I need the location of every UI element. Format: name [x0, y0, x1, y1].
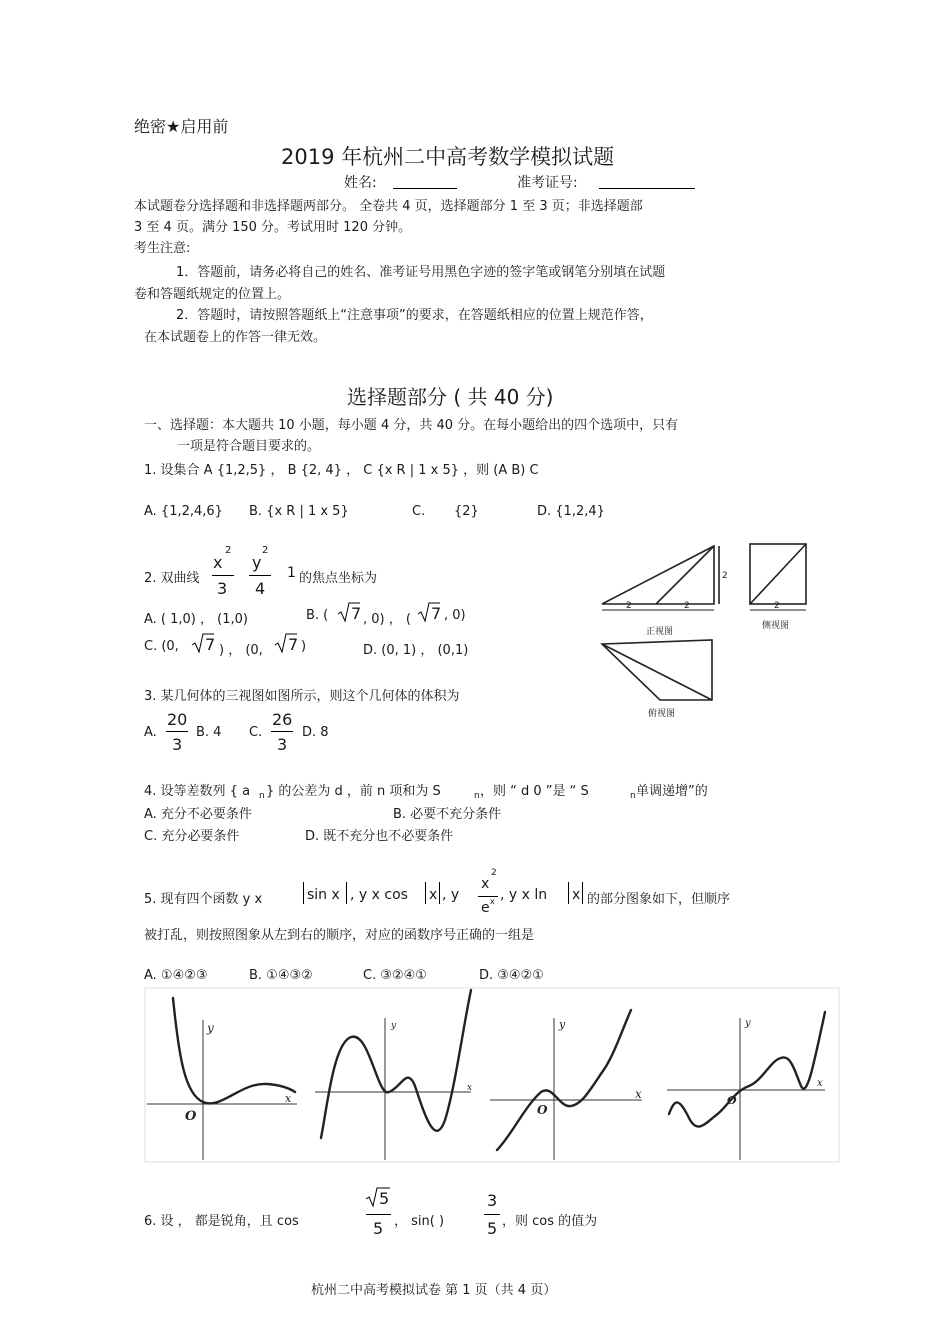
q2-b-part5: , 0)	[444, 608, 466, 623]
q3-c-bar	[271, 731, 293, 732]
q5-option-d[interactable]: D. ③④②①	[479, 968, 544, 983]
side-dim: 2	[774, 601, 780, 611]
q2-c-part5: )	[301, 639, 307, 654]
graph-1-curve	[173, 998, 295, 1103]
q4-stem-2: } 的公差为 d ，前 n 项和为 S	[266, 784, 441, 799]
exam-title: 2019 年杭州二中高考数学模拟试题	[281, 145, 615, 169]
q3-a-num: 20	[167, 710, 188, 729]
q5-mid2: , y	[442, 887, 460, 903]
abs-bar	[582, 882, 583, 904]
q5-option-c[interactable]: C. ③②④①	[363, 968, 427, 983]
q2-den-4: 4	[255, 579, 266, 598]
q5-den-exp: x	[490, 897, 495, 906]
q1-option-c-value: {2}	[454, 504, 479, 519]
q5-option-b[interactable]: B. ①④③②	[249, 968, 313, 983]
q5-tail: 的部分图象如下，但顺序	[587, 892, 731, 907]
graph-4-x-label: x	[817, 1078, 823, 1089]
side-view-label: 侧视图	[762, 621, 790, 631]
q2-suffix: 的焦点坐标为	[299, 571, 378, 586]
q3-stem: 3. 某几何体的三视图如图所示，则这个几何体的体积为	[144, 689, 460, 704]
graph-4-origin: O	[727, 1094, 737, 1107]
q3-option-c-label[interactable]: C.	[249, 725, 263, 740]
graph-2-curve	[321, 990, 471, 1138]
q4-option-d[interactable]: D. 既不充分也不必要条件	[305, 829, 454, 844]
q6-d1: 5	[373, 1219, 384, 1238]
section-title: 选择题部分 ( 共 40 分)	[347, 385, 554, 409]
q1-option-a[interactable]: A. {1,2,4,6}	[144, 504, 223, 519]
q3-a-den: 3	[172, 735, 183, 754]
graph-3-curve	[497, 1010, 631, 1150]
q5-num-exp: 2	[491, 868, 497, 878]
front-view-label: 正视图	[646, 627, 674, 637]
q2-den-3: 3	[217, 579, 228, 598]
section-desc-1: 一、选择题：本大题共 10 小题，每小题 4 分，共 40 分。在每小题给出的四个选项中，只有	[144, 418, 679, 433]
q3-c-den: 3	[277, 735, 288, 754]
name-label: 姓名:	[344, 175, 377, 191]
graph-4-y-label: y	[745, 1018, 751, 1029]
graph-2-y-label: y	[391, 1021, 397, 1031]
q6-n2: 3	[487, 1191, 498, 1210]
front-dim-2: 2	[684, 601, 690, 611]
q3-c-num: 26	[272, 710, 293, 729]
q2-frac-bar-2	[249, 575, 271, 576]
q2-one: 1	[287, 565, 296, 581]
page-footer: 杭州二中高考模拟试卷 第 1 页（共 4 页）	[311, 1283, 557, 1298]
q5-mid1: , y x cos	[350, 887, 408, 903]
q5-line2: 被打乱，则按照图象从左到右的顺序，对应的函数序号正确的一组是	[144, 928, 535, 943]
three-views-figure	[596, 540, 836, 730]
q6-n1: 5	[379, 1189, 390, 1208]
q3-option-d[interactable]: D. 8	[302, 725, 329, 740]
q5-graphs	[145, 988, 839, 1162]
secret-label: 绝密★启用前	[134, 117, 229, 136]
q5-option-a[interactable]: A. ①④②③	[144, 968, 208, 983]
q4-stem-3: ，则 “ d 0 ”是 “ S	[480, 784, 589, 799]
notice-2a: 2．答题时，请按照答题纸上“注意事项”的要求，在答题纸相应的位置上规范作答，	[176, 308, 653, 323]
graph-3-y-label: y	[559, 1018, 566, 1031]
q5-f2: x	[429, 887, 438, 903]
q2-y: y	[252, 553, 262, 572]
graph-3-origin: O	[537, 1103, 548, 1117]
graph-2-x-label: x	[467, 1083, 473, 1093]
abs-bar	[425, 882, 426, 904]
q6-bar-2	[484, 1214, 500, 1215]
q2-x: x	[213, 553, 223, 572]
q5-mid3: , y x ln	[500, 887, 548, 903]
graph-4-curve	[669, 1012, 825, 1127]
q4-option-b[interactable]: B. 必要不充分条件	[393, 807, 502, 822]
q4-option-c[interactable]: C. 充分必要条件	[144, 829, 240, 844]
front-dim-1: 2	[626, 601, 632, 611]
abs-bar	[303, 882, 304, 904]
q5-den: e	[481, 900, 490, 916]
q5-f1: sin x	[307, 887, 340, 903]
abs-bar	[439, 882, 440, 904]
q5-f3: x	[572, 887, 581, 903]
q2-b-root2: 7	[431, 604, 442, 623]
q4-stem-1: 4. 设等差数列 { a	[144, 784, 251, 799]
q5-frac-bar	[478, 896, 498, 897]
name-field[interactable]	[393, 174, 457, 189]
q6-d2: 5	[487, 1219, 498, 1238]
q5-num: x	[481, 876, 490, 892]
q6-tail: ，则 cos 的值为	[502, 1214, 598, 1229]
q6-stem-1: 6. 设 ， 都是锐角，且 cos	[144, 1214, 299, 1229]
intro-line-1: 本试题卷分选择题和非选择题两部分。 全卷共 4 页，选择题部分 1 至 3 页；非选择题部	[134, 199, 643, 214]
q3-a-bar	[166, 731, 188, 732]
q4-sub-1: n	[259, 791, 265, 801]
q1-stem: 1. 设集合 A {1,2,5} ， B {2, 4} ， C {x R | 1 x 5} ，则 (A B) C	[144, 463, 539, 478]
top-view-label: 俯视图	[648, 709, 676, 719]
notice-heading: 考生注意:	[134, 241, 191, 256]
q2-c-root1: 7	[205, 635, 216, 654]
q4-option-a[interactable]: A. 充分不必要条件	[144, 807, 252, 822]
q6-bar-1	[366, 1214, 391, 1215]
q2-prefix: 2. 双曲线	[144, 571, 200, 586]
q3-option-b[interactable]: B. 4	[196, 725, 222, 740]
q2-x-exp: 2	[225, 545, 232, 556]
q1-option-d[interactable]: D. {1,2,4}	[537, 504, 605, 519]
notice-1b: 卷和答题纸规定的位置上。	[134, 287, 291, 302]
q2-y-exp: 2	[262, 545, 269, 556]
notice-2b: 在本试题卷上的作答一律无效。	[144, 330, 327, 345]
graph-1-y-label: y	[207, 1021, 214, 1035]
q2-c-root2: 7	[288, 635, 299, 654]
q2-option-a[interactable]: A. ( 1,0) ， (1,0)	[144, 612, 248, 627]
front-view-outline	[602, 546, 714, 604]
q4-sub-2: n	[474, 791, 480, 801]
q2-frac-bar-1	[212, 575, 234, 576]
section-desc-2: 一项是符合题目要求的。	[177, 439, 321, 454]
q2-b-root1: 7	[351, 604, 362, 623]
q3-option-a-label[interactable]: A.	[144, 725, 157, 740]
q6-mid: ， sin( )	[394, 1214, 445, 1229]
q5-stem-1: 5. 现有四个函数 y x	[144, 892, 263, 907]
q2-b-part3: , 0) ， (	[363, 612, 411, 627]
intro-line-2: 3 至 4 页。满分 150 分。考试用时 120 分钟。	[134, 220, 412, 235]
abs-bar	[346, 882, 347, 904]
graph-3-x-label: x	[635, 1087, 642, 1101]
graph-1-origin: O	[185, 1109, 197, 1124]
graph-1-x-label: x	[285, 1092, 292, 1105]
abs-bar	[568, 882, 569, 904]
q4-stem-4: 单调递增”的	[636, 784, 708, 799]
q2-c-part1: C. (0,	[144, 639, 179, 654]
notice-1a: 1．答题前，请务必将自己的姓名、准考证号用黑色字迹的签字笔或钢笔分别填在试题	[176, 265, 666, 280]
q2-option-d[interactable]: D. (0, 1) ， (0,1)	[363, 643, 469, 658]
q2-b-part1: B. (	[306, 608, 329, 623]
id-field[interactable]	[599, 174, 695, 189]
id-label: 准考证号:	[517, 175, 578, 191]
front-dim-height: 2	[722, 571, 728, 581]
q2-c-part3: ) ， (0,	[219, 643, 263, 658]
q1-option-b[interactable]: B. {x R | 1 x 5}	[249, 504, 349, 519]
q1-option-c[interactable]: C.	[412, 504, 426, 519]
q4-sub-3: n	[630, 791, 636, 801]
